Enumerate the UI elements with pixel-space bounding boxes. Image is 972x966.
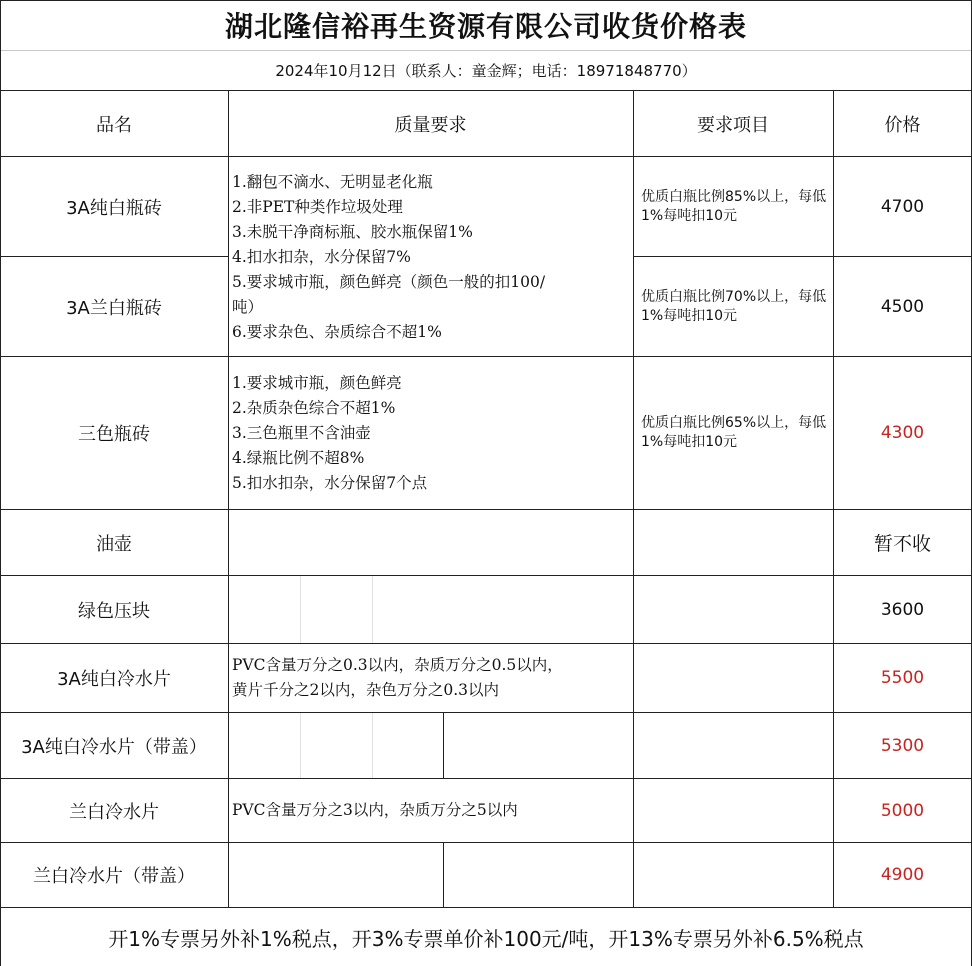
- item-3a-white-brick: 优质白瓶比例85%以上，每低1%每吨扣10元: [641, 188, 827, 224]
- gridline: [372, 713, 373, 778]
- item-tricolor-brick: 优质白瓶比例65%以上，每低1%每吨扣10元: [641, 415, 827, 450]
- row-divider: [0, 575, 972, 576]
- price-3a-white-brick: 4700: [880, 196, 925, 217]
- row-name-3a-white-brick: 3A纯白瓶砖: [66, 197, 162, 219]
- row-name-green-block: 绿色压块: [78, 600, 150, 622]
- column-divider: [633, 90, 634, 907]
- quality-white-flake: [228, 644, 633, 712]
- row-divider: [0, 907, 972, 908]
- row-name-tricolor-brick: 三色瓶砖: [78, 424, 150, 445]
- quality-white-bottle: [228, 157, 633, 356]
- quality-line: 3.三色瓶里不含油壶: [232, 423, 371, 442]
- quality-line: 6.要求杂色、杂质综合不超1%: [232, 323, 442, 341]
- column-divider: [833, 90, 834, 907]
- row-divider: [0, 509, 972, 510]
- row-name-blue-white-flake-capped: 兰白冷水片（带盖）: [33, 866, 195, 887]
- header-quality: 质量要求: [394, 114, 467, 136]
- price-green-block: 3600: [880, 599, 925, 620]
- row-divider: [633, 256, 972, 257]
- row-divider: [0, 256, 228, 257]
- header-name: 品名: [96, 114, 132, 136]
- quality-line: 1.翻包不滴水、无明显老化瓶: [232, 173, 433, 191]
- price-blue-white-flake: 5000: [880, 800, 925, 821]
- quality-line: 4.扣水扣杂，水分保留7%: [232, 248, 411, 266]
- quality-line: 黄片千分之2以内，杂色万分之0.3以内: [232, 681, 500, 699]
- tax-note: 开1%专票另外补1%税点，开3%专票单价补100元/吨，开13%专票另外补6.5%税点: [108, 926, 864, 951]
- quality-line: 吨）: [232, 298, 264, 316]
- column-divider: [228, 90, 229, 907]
- page-title: 湖北隆信裕再生资源有限公司收货价格表: [224, 10, 747, 43]
- quality-line: 5.要求城市瓶，颜色鲜亮（颜色一般的扣100/: [232, 273, 546, 291]
- row-name-3a-white-flake: 3A纯白冷水片: [57, 669, 171, 690]
- price-3a-white-flake-capped: 5300: [880, 735, 925, 756]
- price-3a-blue-white-brick: 4500: [880, 296, 925, 317]
- row-name-blue-white-flake: 兰白冷水片: [69, 801, 159, 823]
- quality-line: PVC含量万分之3以内，杂质万分之5以内: [232, 801, 518, 819]
- item-3a-blue-white-brick: 优质白瓶比例70%以上，每低1%每吨扣10元: [641, 288, 827, 324]
- quality-blue-flake: [228, 779, 633, 842]
- price-tricolor-brick: 4300: [880, 423, 925, 443]
- quality-line: 4.绿瓶比例不超8%: [232, 448, 365, 467]
- column-divider: [443, 843, 444, 907]
- price-3a-white-flake: 5500: [880, 668, 925, 688]
- price-blue-white-flake-capped: 4900: [880, 865, 925, 885]
- row-name-3a-white-flake-capped: 3A纯白冷水片（带盖）: [21, 736, 207, 758]
- quality-tricolor: [228, 357, 633, 509]
- row-divider: [0, 643, 972, 644]
- header-divider: [0, 90, 972, 91]
- price-oil-jug: 暂不收: [873, 533, 931, 555]
- row-divider: [0, 156, 972, 157]
- quality-line: 5.扣水扣杂，水分保留7个点: [232, 473, 428, 492]
- row-divider: [0, 356, 972, 357]
- header-price: 价格: [884, 114, 921, 136]
- header-items: 要求项目: [697, 114, 769, 136]
- gridline: [372, 576, 373, 643]
- table-border: [0, 0, 1, 966]
- quality-line: 2.非PET种类作垃圾处理: [232, 198, 403, 216]
- row-name-oil-jug: 油壶: [96, 533, 132, 555]
- row-divider: [0, 842, 972, 843]
- date-contact-line: 2024年10月12日（联系人：童金辉；电话：18971848770）: [275, 61, 697, 80]
- column-divider: [443, 713, 444, 778]
- gridline: [300, 576, 301, 643]
- row-divider: [0, 712, 972, 713]
- quality-line: PVC含量万分之0.3以内，杂质万分之0.5以内，: [232, 656, 563, 674]
- title-divider: [0, 50, 972, 51]
- quality-line: 3.未脱干净商标瓶、胶水瓶保留1%: [232, 223, 473, 241]
- row-name-3a-blue-white-brick: 3A兰白瓶砖: [66, 297, 162, 319]
- quality-line: 1.要求城市瓶，颜色鲜亮: [232, 373, 402, 392]
- table-border: [0, 0, 972, 1]
- gridline: [300, 713, 301, 778]
- row-divider: [0, 778, 972, 779]
- quality-line: 2.杂质杂色综合不超1%: [232, 398, 396, 417]
